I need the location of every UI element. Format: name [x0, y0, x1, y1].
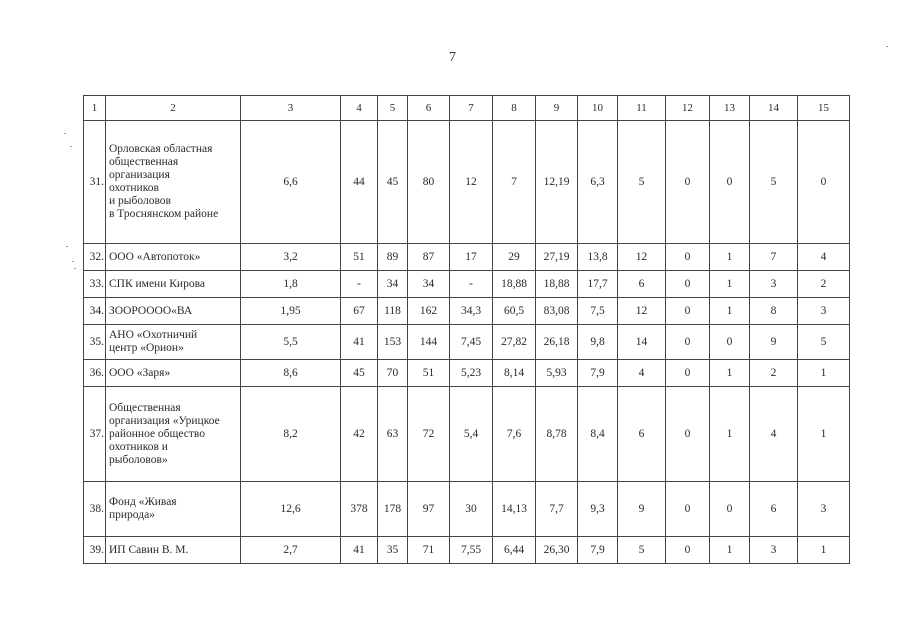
column-header: 7 [450, 96, 493, 121]
table-cell: 13,8 [578, 244, 618, 271]
table-cell: 1 [798, 537, 850, 564]
table-cell: 7,9 [578, 537, 618, 564]
row-number: 37. [84, 387, 106, 482]
table-cell: 1 [710, 244, 750, 271]
row-number: 31. [84, 121, 106, 244]
column-header: 2 [106, 96, 241, 121]
table-cell: 87 [408, 244, 450, 271]
table-cell: 9 [618, 482, 666, 537]
table-cell: 80 [408, 121, 450, 244]
organization-name: ООО «Автопоток» [106, 244, 241, 271]
table-cell: 3 [750, 537, 798, 564]
column-header: 9 [536, 96, 578, 121]
table-cell: 0 [710, 325, 750, 360]
table-cell: 1 [798, 360, 850, 387]
table-cell: 6 [618, 271, 666, 298]
column-header: 6 [408, 96, 450, 121]
table-cell: 34 [408, 271, 450, 298]
table-cell: 1 [798, 387, 850, 482]
table-cell: 30 [450, 482, 493, 537]
table-cell: 9 [750, 325, 798, 360]
organization-name: Фонд «Живая природа» [106, 482, 241, 537]
table-cell: 144 [408, 325, 450, 360]
table-cell: 72 [408, 387, 450, 482]
table-cell: 5 [618, 121, 666, 244]
table-cell: 6 [618, 387, 666, 482]
table-cell: 378 [341, 482, 378, 537]
table-cell: 8,2 [241, 387, 341, 482]
table-cell: 3 [750, 271, 798, 298]
organization-name: ООО «Заря» [106, 360, 241, 387]
table-cell: 29 [493, 244, 536, 271]
table-row [84, 360, 850, 387]
table-cell: 14,13 [493, 482, 536, 537]
column-header: 12 [666, 96, 710, 121]
table-cell: 0 [666, 537, 710, 564]
table-cell: 0 [666, 298, 710, 325]
table-cell: 3,2 [241, 244, 341, 271]
table-cell: 7 [493, 121, 536, 244]
table-cell: 6,6 [241, 121, 341, 244]
table-cell: 1 [710, 360, 750, 387]
column-header: 14 [750, 96, 798, 121]
table-cell: - [450, 271, 493, 298]
table-row [84, 387, 850, 482]
table-cell: 1 [710, 298, 750, 325]
row-number: 32. [84, 244, 106, 271]
table-cell: 18,88 [493, 271, 536, 298]
table-row [84, 121, 850, 244]
table-cell: 8,78 [536, 387, 578, 482]
organization-name: ИП Савин В. М. [106, 537, 241, 564]
scan-speck [66, 246, 68, 247]
table-cell: 6,3 [578, 121, 618, 244]
table-cell: 2 [750, 360, 798, 387]
table-cell: 45 [378, 121, 408, 244]
table-cell: 44 [341, 121, 378, 244]
table-cell: 118 [378, 298, 408, 325]
column-header: 5 [378, 96, 408, 121]
column-header: 10 [578, 96, 618, 121]
table-cell: 3 [798, 482, 850, 537]
table-cell: 5 [750, 121, 798, 244]
table-cell: 34,3 [450, 298, 493, 325]
data-table [83, 95, 850, 564]
table-cell: 5,93 [536, 360, 578, 387]
scan-speck [64, 133, 66, 134]
row-number: 38. [84, 482, 106, 537]
table-cell: 1,8 [241, 271, 341, 298]
table-cell: 0 [666, 387, 710, 482]
table-cell: 7,9 [578, 360, 618, 387]
table-cell: 71 [408, 537, 450, 564]
table-cell: 27,19 [536, 244, 578, 271]
table-cell: 35 [378, 537, 408, 564]
table-cell: 17,7 [578, 271, 618, 298]
column-header: 13 [710, 96, 750, 121]
table-cell: 5 [618, 537, 666, 564]
table-cell: 178 [378, 482, 408, 537]
table-cell: 12 [618, 244, 666, 271]
table-cell: 51 [408, 360, 450, 387]
table-cell: 1,95 [241, 298, 341, 325]
table-cell: 0 [710, 482, 750, 537]
scan-speck [74, 268, 76, 269]
table-row [84, 271, 850, 298]
table-cell: 27,82 [493, 325, 536, 360]
table-cell: 7 [750, 244, 798, 271]
table-cell: 26,30 [536, 537, 578, 564]
table-cell: 45 [341, 360, 378, 387]
column-header: 8 [493, 96, 536, 121]
table-cell: 153 [378, 325, 408, 360]
table-row [84, 244, 850, 271]
table-cell: 4 [798, 244, 850, 271]
table-cell: 34 [378, 271, 408, 298]
column-header: 3 [241, 96, 341, 121]
table-cell: 0 [666, 325, 710, 360]
table-cell: 0 [710, 121, 750, 244]
table-cell: 8,14 [493, 360, 536, 387]
table-cell: 17 [450, 244, 493, 271]
table-cell: 8 [750, 298, 798, 325]
table-cell: 6 [750, 482, 798, 537]
row-number: 36. [84, 360, 106, 387]
table-cell: 12,6 [241, 482, 341, 537]
table-cell: 0 [666, 244, 710, 271]
organization-name: ЗООРОООО«ВА [106, 298, 241, 325]
table-row [84, 298, 850, 325]
organization-name: Общественная организация «Урицкое районное общество охотников и рыболовов» [106, 387, 241, 482]
table-row [84, 537, 850, 564]
table-cell: 1 [710, 537, 750, 564]
table-cell: 0 [666, 271, 710, 298]
row-number: 35. [84, 325, 106, 360]
table-cell: 9,8 [578, 325, 618, 360]
table-cell: 6,44 [493, 537, 536, 564]
row-number: 39. [84, 537, 106, 564]
column-header: 11 [618, 96, 666, 121]
table-cell: 1 [710, 271, 750, 298]
organization-name: СПК имени Кирова [106, 271, 241, 298]
table-cell: 0 [666, 360, 710, 387]
table-cell: 12 [618, 298, 666, 325]
table-cell: 41 [341, 325, 378, 360]
table-cell: 7,6 [493, 387, 536, 482]
scan-speck [70, 146, 72, 147]
organization-name: Орловская областная общественная организация охотников и рыболовов в Троснянском районе [106, 121, 241, 244]
table-cell: 1 [710, 387, 750, 482]
table-cell: 162 [408, 298, 450, 325]
table-cell: 8,4 [578, 387, 618, 482]
table-cell: 18,88 [536, 271, 578, 298]
table-cell: 0 [666, 121, 710, 244]
table-cell: 3 [798, 298, 850, 325]
table-cell: 60,5 [493, 298, 536, 325]
table-cell: 7,55 [450, 537, 493, 564]
table-cell: 7,5 [578, 298, 618, 325]
table-cell: 8,6 [241, 360, 341, 387]
column-header: 15 [798, 96, 850, 121]
table-cell: 70 [378, 360, 408, 387]
column-header: 4 [341, 96, 378, 121]
row-number: 34. [84, 298, 106, 325]
page-number: 7 [449, 50, 456, 65]
table-row [84, 325, 850, 360]
table-cell: 2 [798, 271, 850, 298]
table-cell: 97 [408, 482, 450, 537]
table-cell: 83,08 [536, 298, 578, 325]
table-cell: 26,18 [536, 325, 578, 360]
table-cell: 41 [341, 537, 378, 564]
table-cell: 63 [378, 387, 408, 482]
table-cell: 9,3 [578, 482, 618, 537]
table-cell: 5,5 [241, 325, 341, 360]
table-cell: 0 [666, 482, 710, 537]
table-cell: 5 [798, 325, 850, 360]
scan-speck [886, 46, 888, 47]
table-cell: 51 [341, 244, 378, 271]
table-cell: 2,7 [241, 537, 341, 564]
table-cell: 7,45 [450, 325, 493, 360]
row-number: 33. [84, 271, 106, 298]
table-cell: 14 [618, 325, 666, 360]
table-cell: 5,23 [450, 360, 493, 387]
table-cell: 67 [341, 298, 378, 325]
table-cell: 5,4 [450, 387, 493, 482]
table-cell: 42 [341, 387, 378, 482]
table-row [84, 482, 850, 537]
table-cell: 89 [378, 244, 408, 271]
table-cell: 4 [618, 360, 666, 387]
table-cell: - [341, 271, 378, 298]
table-cell: 7,7 [536, 482, 578, 537]
table-cell: 4 [750, 387, 798, 482]
header-row [84, 96, 850, 121]
table-cell: 12,19 [536, 121, 578, 244]
organization-name: АНО «Охотничий центр «Орион» [106, 325, 241, 360]
scan-speck [72, 261, 74, 262]
table-cell: 12 [450, 121, 493, 244]
column-header: 1 [84, 96, 106, 121]
table-cell: 0 [798, 121, 850, 244]
